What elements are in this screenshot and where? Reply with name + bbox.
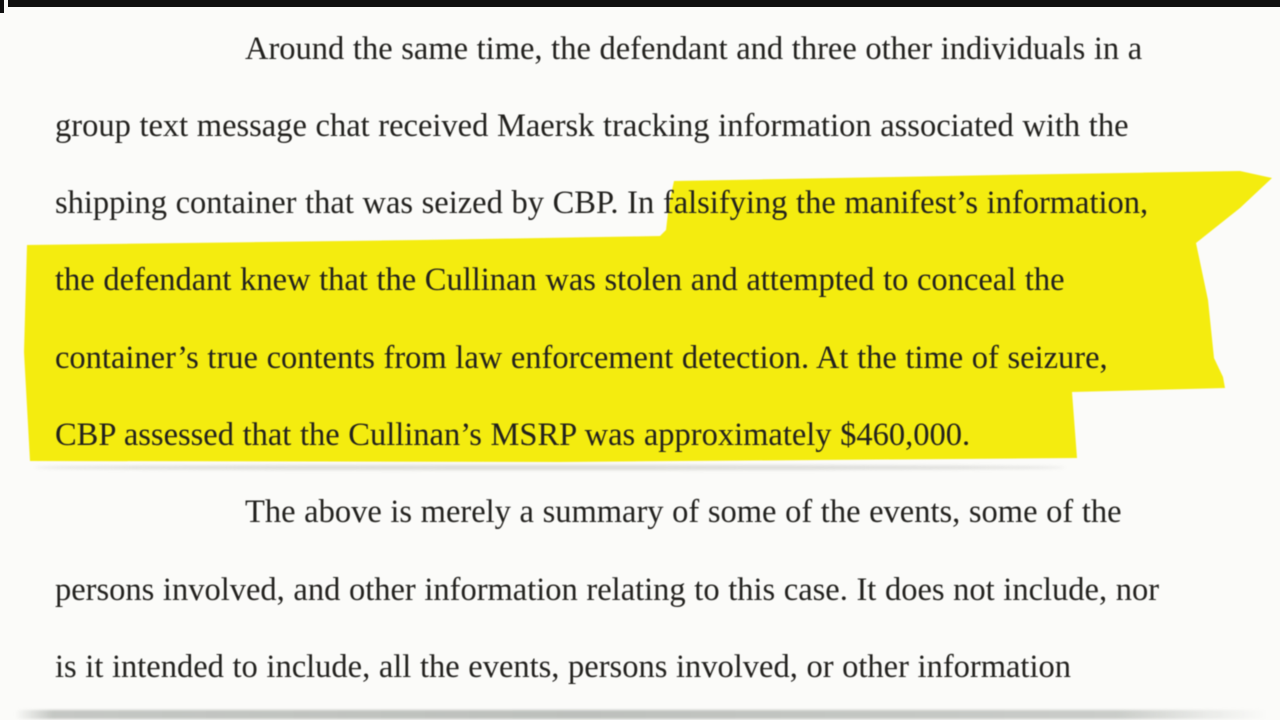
document-line: is it intended to include, all the events, persons involved, or other information [55,648,1071,685]
document-line: Around the same time, the defendant and three other individuals in a [245,30,1143,67]
document-line: the defendant knew that the Cullinan was stolen and attempted to conceal the [55,262,1065,299]
document-line: group text message chat received Maersk tracking information associated with the [55,107,1129,144]
document-line: persons involved, and other information relating to this case. It does not include, nor [55,571,1160,608]
document-line: shipping container that was seized by CBP. In falsifying the manifest’s information, [55,185,1149,222]
scan-artifact-underline [35,465,1065,470]
document-line: CBP assessed that the Cullinan’s MSRP was approximately $460,000. [55,417,971,453]
document-line: The above is merely a summary of some of the events, some of the [245,494,1122,531]
scan-artifact-next-line [15,710,1267,719]
document-line: container’s true contents from law enforcement detection. At the time of seizure, [55,339,1108,376]
